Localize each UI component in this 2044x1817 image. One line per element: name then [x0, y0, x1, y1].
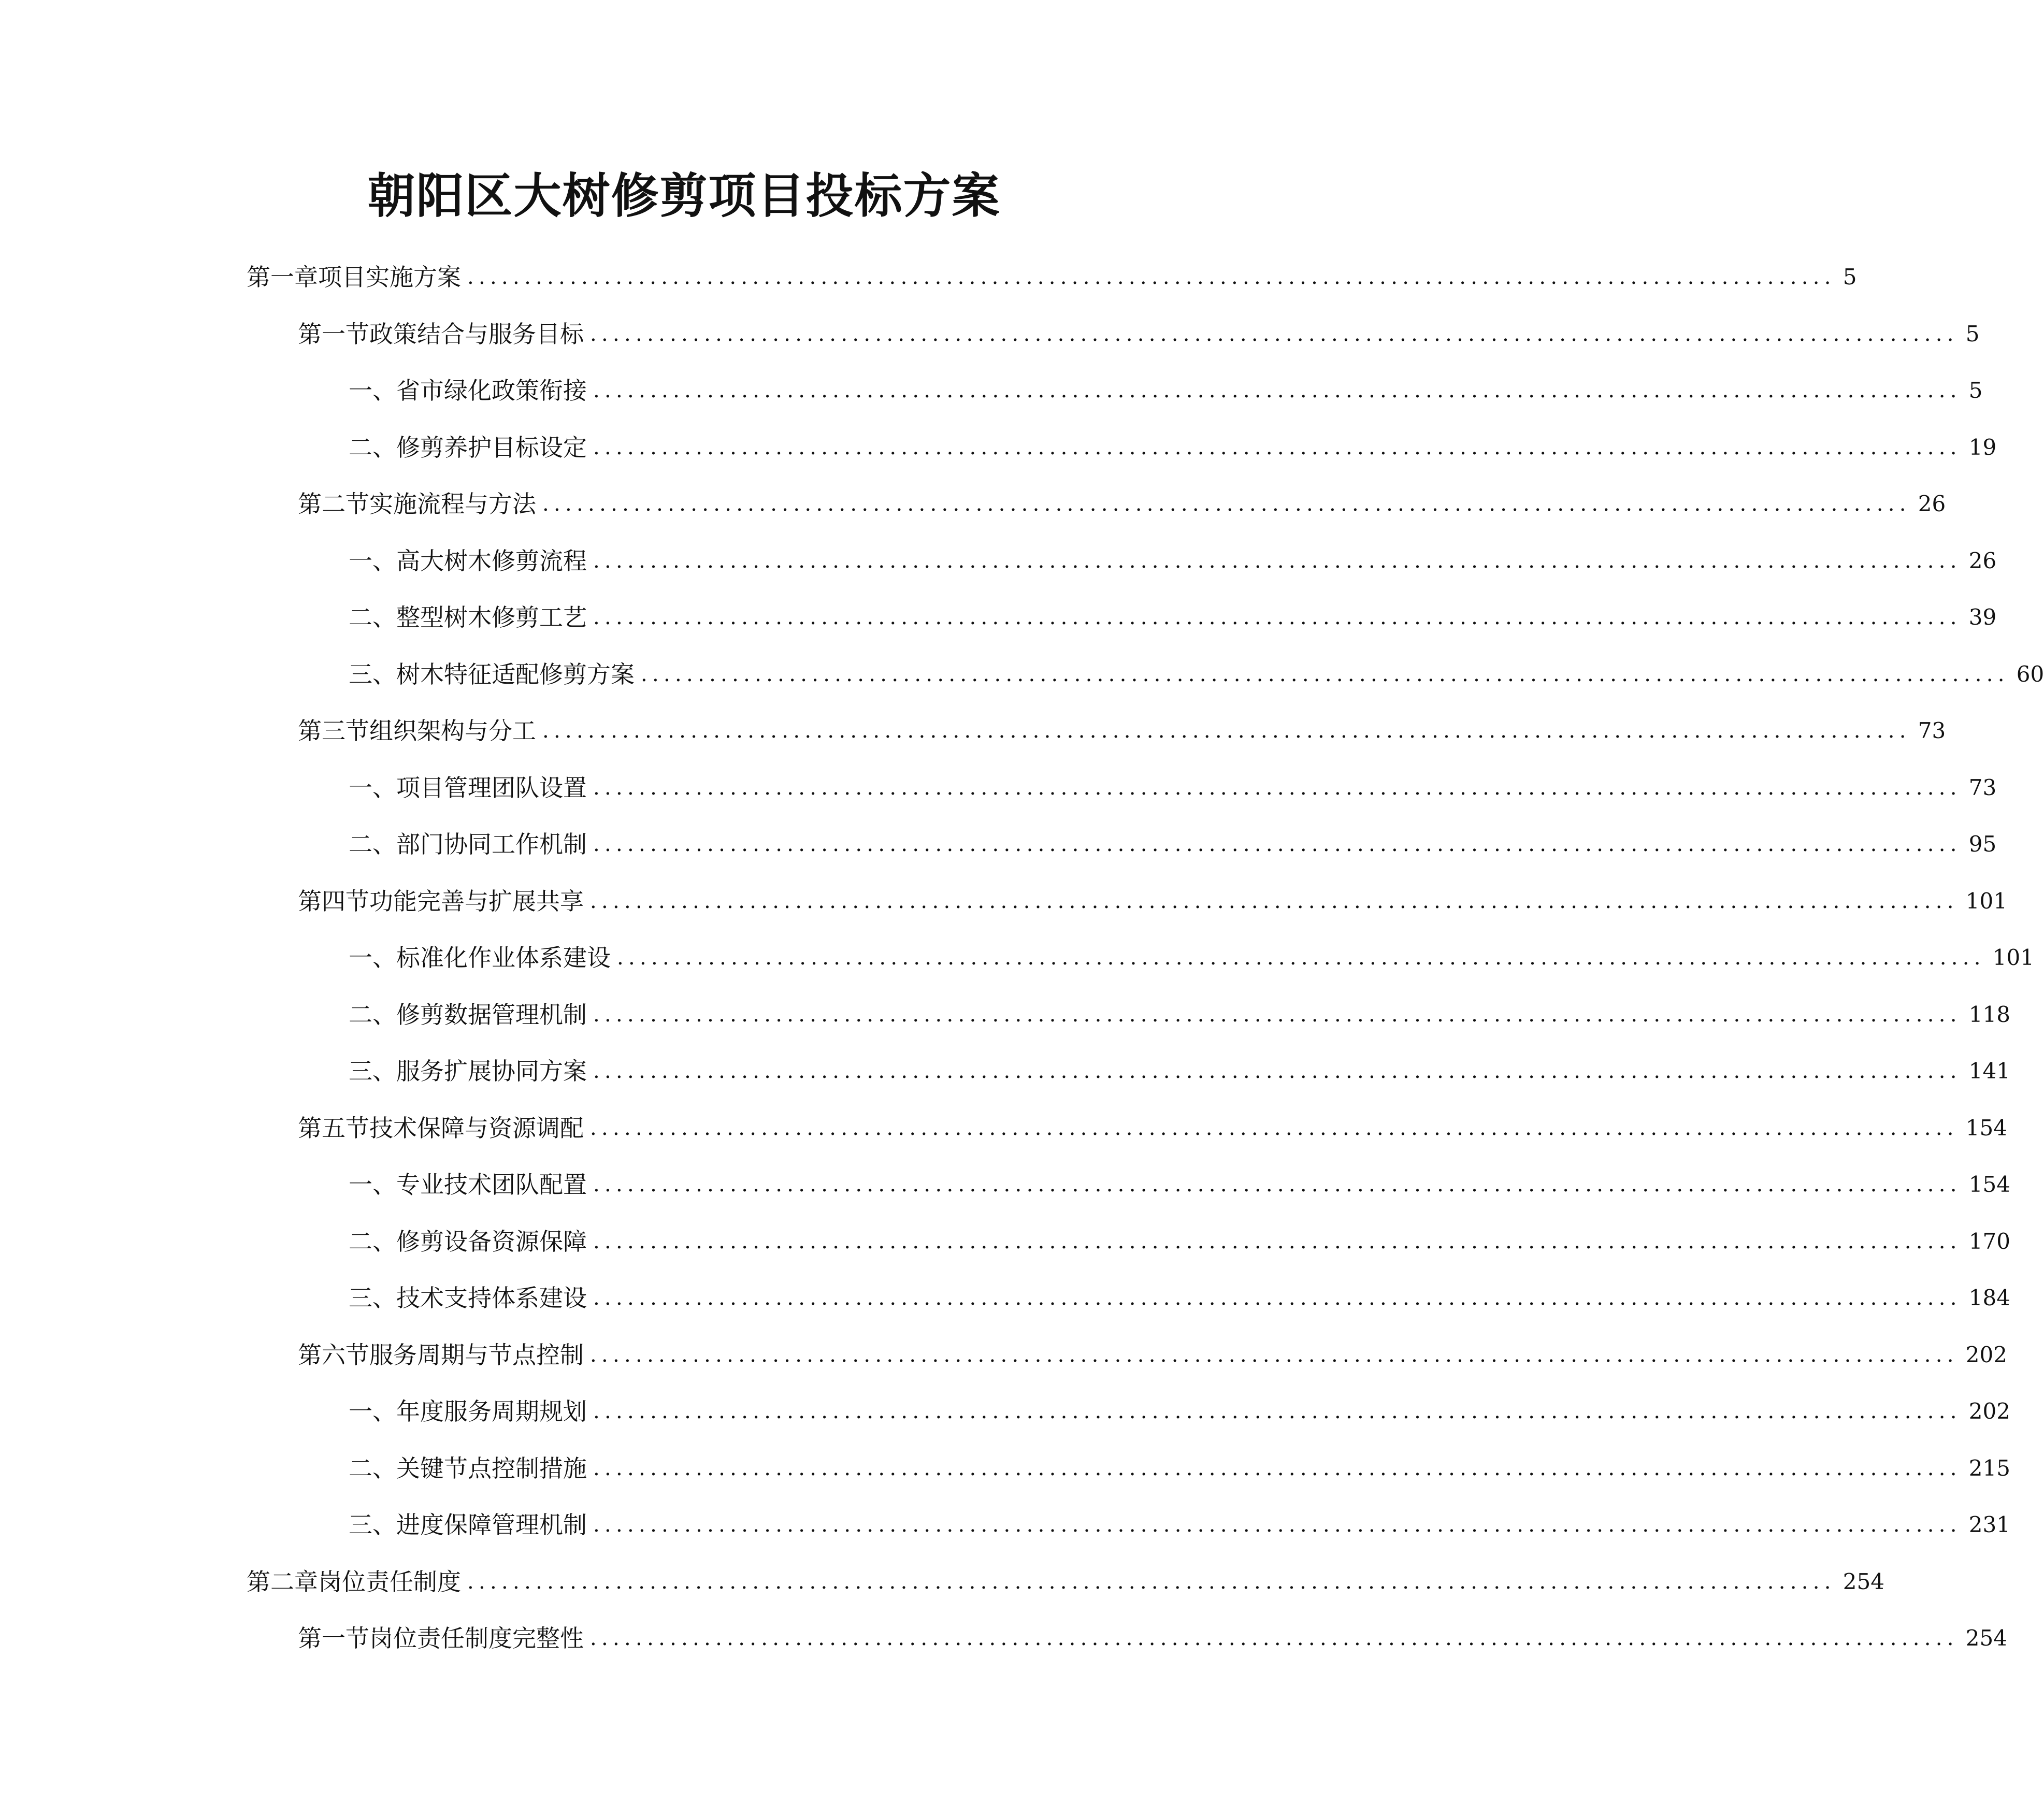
toc-entry-prefix: 第一节	[298, 320, 369, 348]
toc-entry-prefix: 一、	[349, 944, 396, 972]
toc-entry-page-number: 202	[1965, 1342, 2007, 1367]
toc-entry-page-number: 101	[1992, 945, 2034, 970]
toc-entry[interactable]	[349, 654, 2044, 695]
toc-entry-prefix: 三、	[349, 660, 396, 688]
toc-entry-prefix: 三、	[349, 1284, 396, 1312]
toc-entry-page-number: 60	[2016, 661, 2044, 687]
toc-entry-prefix: 二、	[349, 433, 396, 462]
toc-entry-label: 项目管理团队设置	[396, 773, 587, 802]
toc-entry-label: 修剪设备资源保障	[396, 1227, 587, 1256]
toc-entry-leader-dots: ........................................................................................................................	[542, 492, 1911, 516]
toc-entry-prefix: 第六节	[298, 1340, 369, 1369]
toc-entry-label: 服务周期与节点控制	[369, 1340, 584, 1369]
toc-entry-leader-dots: ........................................................................................................................	[593, 1513, 1962, 1537]
toc-entry-leader-dots: ........................................................................................................................	[590, 1116, 1959, 1140]
toc-entry-label: 修剪数据管理机制	[396, 1000, 587, 1029]
toc-entry-leader-dots: ........................................................................................................................	[590, 1343, 1959, 1367]
toc-entry[interactable]	[298, 1107, 2007, 1149]
toc-entry-label: 标准化作业体系建设	[396, 944, 611, 972]
toc-entry[interactable]	[349, 1504, 2010, 1546]
toc-entry-prefix: 一、	[349, 546, 396, 575]
toc-entry-leader-dots: ........................................................................................................................	[593, 1456, 1962, 1480]
toc-entry-page-number: 254	[1965, 1625, 2007, 1651]
toc-entry-prefix: 第四节	[298, 887, 369, 915]
toc-entry-prefix: 一、	[349, 1397, 396, 1425]
toc-entry-prefix: 一、	[349, 377, 396, 405]
toc-entry[interactable]	[349, 597, 1997, 638]
toc-entry[interactable]	[349, 427, 1997, 468]
toc-entry-label: 实施流程与方法	[369, 490, 536, 518]
toc-entry-label: 政策结合与服务目标	[369, 320, 584, 348]
toc-entry-leader-dots: ........................................................................................................................	[593, 549, 1962, 573]
toc-entry-label: 进度保障管理机制	[396, 1511, 587, 1539]
toc-entry-leader-dots: ........................................................................................................................	[593, 775, 1962, 800]
toc-entry-label: 整型树木修剪工艺	[396, 603, 587, 631]
toc-entry-leader-dots: ........................................................................................................................	[590, 889, 1959, 913]
toc-entry[interactable]	[349, 767, 1997, 809]
toc-entry-prefix: 三、	[349, 1057, 396, 1085]
toc-entry-leader-dots: ........................................................................................................................	[593, 1173, 1962, 1196]
toc-entry-page-number: 73	[1918, 718, 1946, 743]
toc-entry-label: 技术保障与资源调配	[369, 1114, 584, 1142]
toc-entry-page-number: 5	[1843, 264, 1857, 290]
toc-entry[interactable]	[298, 483, 1946, 525]
toc-entry-leader-dots: ........................................................................................................................	[593, 1286, 1962, 1310]
toc-entry[interactable]	[298, 1334, 2007, 1376]
toc-entry[interactable]	[349, 540, 1997, 582]
toc-entry-prefix: 二、	[349, 603, 396, 631]
toc-entry-leader-dots: ........................................................................................................................	[593, 832, 1962, 856]
toc-entry-leader-dots: ........................................................................................................................	[467, 265, 1836, 289]
toc-entry[interactable]	[349, 1164, 2010, 1205]
toc-entry-page-number: 170	[1968, 1228, 2010, 1254]
toc-entry-page-number: 26	[1918, 491, 1946, 516]
toc-entry[interactable]	[298, 710, 1946, 752]
toc-entry-prefix: 第二节	[298, 490, 369, 518]
toc-entry-prefix: 二、	[349, 1227, 396, 1256]
toc-entry-prefix: 第一章	[247, 263, 318, 291]
toc-entry-leader-dots: ........................................................................................................................	[593, 1002, 1962, 1027]
toc-entry-label: 服务扩展协同方案	[396, 1057, 587, 1085]
toc-entry-page-number: 154	[1968, 1172, 2010, 1197]
toc-entry-prefix: 二、	[349, 830, 396, 858]
toc-entry-leader-dots: ........................................................................................................................	[617, 946, 1985, 970]
toc-entry[interactable]	[349, 1277, 2010, 1319]
toc-entry-page-number: 26	[1968, 547, 1997, 573]
toc-entry[interactable]	[298, 313, 1980, 355]
toc-entry-page-number: 19	[1968, 434, 1997, 460]
toc-entry-label: 高大树木修剪流程	[396, 546, 587, 575]
toc-entry-prefix: 二、	[349, 1454, 396, 1482]
toc-entry-label: 岗位责任制度	[318, 1567, 461, 1596]
toc-entry-label: 岗位责任制度完整性	[369, 1624, 584, 1652]
toc-entry-prefix: 第三节	[298, 717, 369, 745]
toc-entry-label: 修剪养护目标设定	[396, 433, 587, 462]
toc-entry-prefix: 第一节	[298, 1624, 369, 1652]
toc-entry[interactable]	[298, 1618, 2007, 1659]
toc-entry-leader-dots: ........................................................................................................................	[542, 719, 1911, 743]
toc-entry-prefix: 第五节	[298, 1114, 369, 1142]
toc-entry-page-number: 202	[1968, 1398, 2010, 1424]
toc-entry-leader-dots: ........................................................................................................................	[593, 1400, 1962, 1423]
toc-entry-leader-dots: ........................................................................................................................	[467, 1569, 1836, 1594]
toc-entry-label: 关键节点控制措施	[396, 1454, 587, 1482]
toc-entry-leader-dots: ........................................................................................................................	[593, 435, 1962, 459]
toc-entry-label: 技术支持体系建设	[396, 1284, 587, 1312]
toc-entry-leader-dots: ........................................................................................................................	[590, 1626, 1959, 1650]
toc-entry-page-number: 73	[1968, 774, 1997, 800]
toc-entry-label: 树木特征适配修剪方案	[396, 660, 635, 688]
document-title: 朝阳区大树修剪项目投标方案	[367, 168, 1001, 224]
toc-entry-prefix: 一、	[349, 773, 396, 802]
toc-entry-page-number: 118	[1968, 1001, 2010, 1027]
toc-entry-page-number: 154	[1965, 1115, 2007, 1141]
toc-entry-prefix: 第二章	[247, 1567, 318, 1596]
toc-entry-label: 省市绿化政策衔接	[396, 377, 587, 405]
toc-entry-prefix: 三、	[349, 1511, 396, 1539]
toc-entry-page-number: 215	[1968, 1455, 2010, 1481]
toc-entry-label: 功能完善与扩展共享	[369, 887, 584, 915]
toc-entry-label: 项目实施方案	[318, 263, 461, 291]
toc-entry-page-number: 184	[1968, 1285, 2010, 1310]
toc-entry[interactable]	[349, 1391, 2010, 1432]
toc-entry-page-number: 101	[1965, 888, 2007, 914]
toc-entry-page-number: 254	[1843, 1568, 1884, 1594]
toc-entry[interactable]	[298, 881, 2007, 922]
toc-entry-prefix: 一、	[349, 1171, 396, 1199]
toc-entry-label: 年度服务周期规划	[396, 1397, 587, 1425]
toc-entry[interactable]	[247, 1561, 1884, 1603]
toc-entry-page-number: 5	[1968, 378, 1983, 403]
toc-entry-leader-dots: ........................................................................................................................	[593, 605, 1962, 629]
toc-entry[interactable]	[349, 937, 2034, 978]
toc-entry-page-number: 5	[1965, 321, 1980, 347]
toc-entry-label: 专业技术团队配置	[396, 1171, 587, 1199]
toc-entry-leader-dots: ........................................................................................................................	[593, 1229, 1962, 1253]
toc-entry-prefix: 二、	[349, 1000, 396, 1029]
toc-entry-leader-dots: ........................................................................................................................	[641, 662, 2009, 686]
toc-entry-label: 部门协同工作机制	[396, 830, 587, 858]
toc-entry[interactable]	[349, 1221, 2010, 1262]
toc-entry-page-number: 141	[1968, 1058, 2010, 1084]
toc-entry-leader-dots: ........................................................................................................................	[593, 1059, 1962, 1083]
toc-entry[interactable]	[247, 256, 1857, 298]
toc-entry[interactable]	[349, 994, 2010, 1035]
toc-entry[interactable]	[349, 824, 1997, 865]
toc-entry-leader-dots: ........................................................................................................................	[593, 379, 1962, 402]
toc-entry[interactable]	[349, 1448, 2010, 1489]
toc-entry-page-number: 95	[1968, 831, 1997, 857]
toc-entry-page-number: 231	[1968, 1512, 2010, 1537]
toc-entry[interactable]	[349, 1050, 2010, 1092]
toc-entry-page-number: 39	[1968, 604, 1997, 630]
toc-entry-label: 组织架构与分工	[369, 717, 536, 745]
toc-entry-leader-dots: ........................................................................................................................	[590, 322, 1959, 346]
toc-entry[interactable]	[349, 370, 1983, 411]
